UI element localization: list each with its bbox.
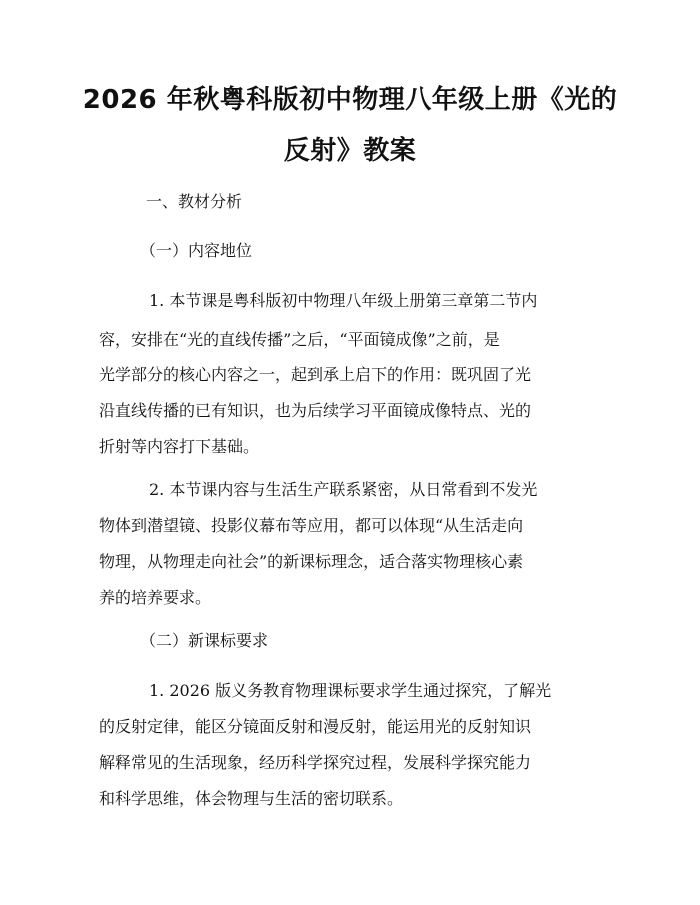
paragraph-line: 物理，从物理走向社会”的新课标理念，适合落实物理核心素 [99, 552, 524, 571]
paragraph-line: 容，安排在“光的直线传播”之后，“平面镜成像”之前，是 [99, 330, 500, 349]
paragraph-line: 和科学思维，体会物理与生活的密切联系。 [99, 789, 404, 808]
subsection-heading-content-position: （一）内容地位 [140, 241, 253, 260]
document-title-line-2: 反射》教案 [283, 136, 417, 166]
paragraph-line: 物体到潜望镜、投影仪幕布等应用，都可以体现“从生活走向 [99, 516, 524, 535]
paragraph-line: 养的培养要求。 [99, 588, 212, 607]
paragraph-line: 折射等内容打下基础。 [99, 437, 260, 456]
paragraph-line: 1. 2026 版义务教育物理课标要求学生通过探究，了解光 [149, 681, 552, 700]
document-title-line-1: 2026 年秋粤科版初中物理八年级上册《光的 [82, 85, 618, 115]
paragraph-line: 解释常见的生活现象，经历科学探究过程，发展科学探究能力 [99, 753, 532, 772]
paragraph-line: 光学部分的核心内容之一，起到承上启下的作用：既巩固了光 [99, 365, 532, 384]
paragraph-line: 的反射定律，能区分镜面反射和漫反射，能运用光的反射知识 [99, 717, 532, 736]
paragraph-line: 1. 本节课是粤科版初中物理八年级上册第三章第二节内 [149, 291, 538, 310]
section-heading-textbook-analysis: 一、教材分析 [146, 192, 243, 211]
paragraph-line: 沿直线传播的已有知识，也为后续学习平面镜成像特点、光的 [99, 401, 532, 420]
subsection-heading-curriculum-standard: （二）新课标要求 [140, 631, 269, 650]
paragraph-line: 2. 本节课内容与生活生产联系紧密，从日常看到不发光 [149, 480, 538, 499]
